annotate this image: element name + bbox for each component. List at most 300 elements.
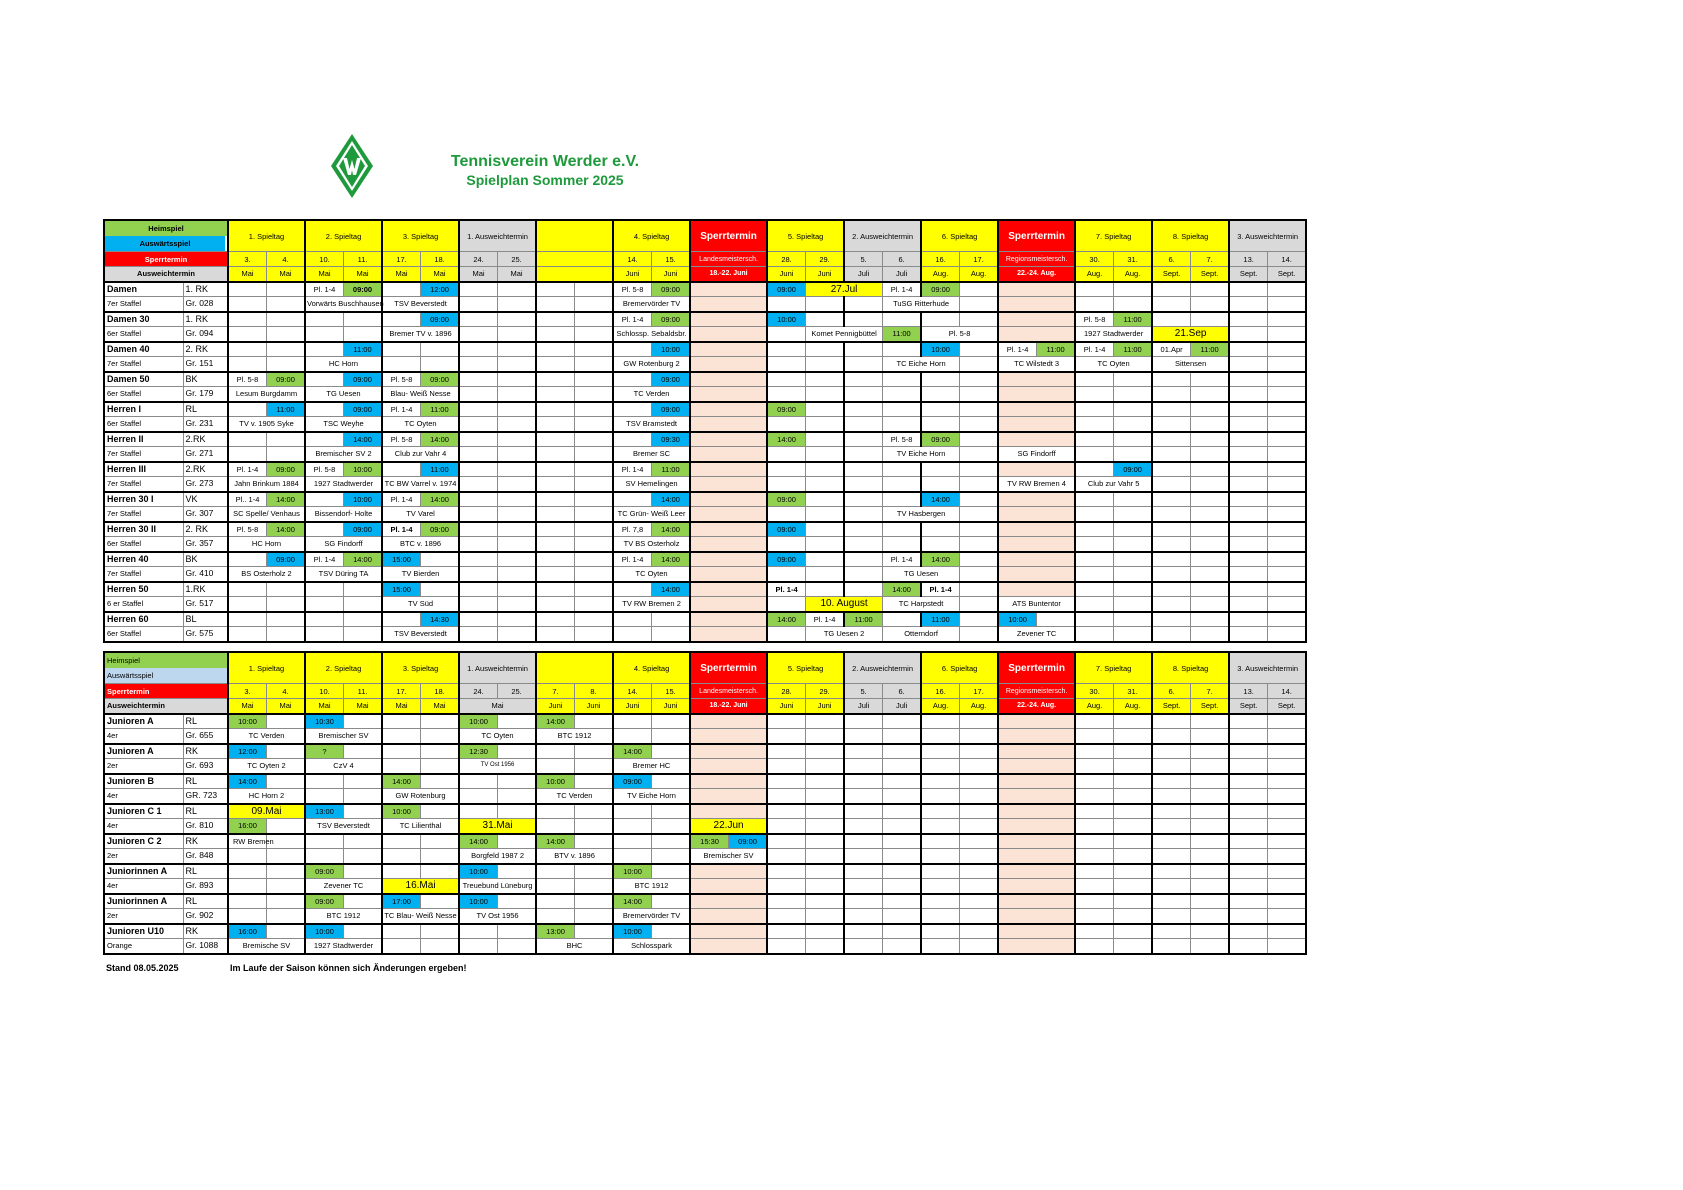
empty-cell [575,402,614,417]
empty-cell [960,909,999,924]
empty-cell [652,714,691,729]
day-cell: 4. [267,684,306,699]
empty-cell [1114,552,1153,567]
month-cell: Mai [344,267,383,282]
empty-cell [536,492,575,507]
team-level: RK [183,744,228,759]
empty-cell [921,744,960,759]
empty-cell [498,582,537,597]
team-level: RL [183,402,228,417]
matchday-header: 2. Ausweichtermin [844,220,921,252]
empty-cell [421,939,460,954]
empty-cell [536,342,575,357]
empty-cell [344,714,383,729]
team-staffel: 7er Staffel [104,567,183,582]
month-cell: Aug. [1114,267,1153,282]
opponent-cell: TC Oyten 2 [228,759,305,774]
empty-cell [960,387,999,402]
day-cell: 17. [960,684,999,699]
empty-cell [498,387,537,402]
empty-cell [767,819,806,834]
blocked-cell [690,417,767,432]
empty-cell [459,297,498,312]
team-level: BK [183,372,228,387]
team-staffel: 4er [104,789,183,804]
legend-home: Heimspiel [105,221,227,236]
month-cell: Juni [536,699,575,714]
team-level: BK [183,552,228,567]
empty-cell [1152,744,1191,759]
day-cell: 14. [613,252,652,267]
away-match-cell: 09:00 [1114,462,1153,477]
empty-cell [1191,462,1230,477]
empty-cell [806,312,845,327]
empty-cell [305,492,344,507]
opponent-cell: Borgfeld 1987 2 [459,849,536,864]
empty-cell [960,729,999,744]
empty-cell [382,714,421,729]
month-cell: Juli [844,267,883,282]
empty-cell [844,462,883,477]
placement-cell: RW Bremen [228,834,267,849]
sperr-event: Landesmeistersch. [690,684,767,699]
empty-cell [844,357,883,372]
legend-away: Auswärtsspiel [105,668,227,683]
empty-cell [844,879,883,894]
away-match-cell: 16:00 [228,924,267,939]
empty-cell [459,447,498,462]
empty-cell [228,849,267,864]
empty-cell [1114,879,1153,894]
empty-cell [1268,879,1307,894]
blocked-cell [998,282,1075,297]
team-group: Gr. 1088 [183,939,228,954]
empty-cell [960,924,999,939]
empty-cell [767,864,806,879]
empty-cell [960,894,999,909]
empty-cell [767,714,806,729]
empty-cell [1152,627,1191,642]
home-match-cell: 14:00 [921,552,960,567]
empty-cell [613,849,652,864]
empty-cell [421,582,460,597]
empty-cell [575,492,614,507]
empty-cell [613,402,652,417]
empty-cell [1268,759,1307,774]
empty-cell [1268,909,1307,924]
blocked-cell [690,432,767,447]
empty-cell [844,567,883,582]
empty-cell [1191,894,1230,909]
empty-cell [498,507,537,522]
empty-cell [421,744,460,759]
empty-cell [883,774,922,789]
empty-cell [575,759,614,774]
empty-cell [536,282,575,297]
empty-cell [767,744,806,759]
opponent-cell: TV v. 1905 Syke [228,417,305,432]
empty-cell [575,522,614,537]
empty-cell [806,372,845,387]
opponent-cell: BTC v. 1896 [382,537,459,552]
empty-cell [883,924,922,939]
empty-cell [844,582,883,597]
blocked-cell [690,552,767,567]
empty-cell [1152,447,1191,462]
blocked-cell [690,924,767,939]
day-cell: 5. [844,252,883,267]
away-match-cell: 10:00 [652,342,691,357]
empty-cell [1152,774,1191,789]
empty-cell [921,804,960,819]
empty-cell [1191,477,1230,492]
empty-cell [883,834,922,849]
empty-cell [305,402,344,417]
empty-cell [228,879,267,894]
empty-cell [536,744,575,759]
empty-cell [921,714,960,729]
placement-cell: Pl. 5-8 [228,372,267,387]
empty-cell [1075,297,1114,312]
empty-cell [267,297,306,312]
empty-cell [498,402,537,417]
opponent-cell: GW Rotenburg 2 [613,357,690,372]
empty-cell [806,924,845,939]
blocked-cell [690,447,767,462]
empty-cell [1075,627,1114,642]
team-level: 1.RK [183,582,228,597]
empty-cell [806,744,845,759]
empty-cell [1191,774,1230,789]
blocked-cell [998,372,1075,387]
month-cell: Mai [382,699,421,714]
team-staffel: 2er [104,909,183,924]
month-cell: Mai [459,699,536,714]
empty-cell [228,327,267,342]
empty-cell [305,849,344,864]
opponent-cell: Treuebund Lüneburg [459,879,536,894]
empty-cell [421,834,460,849]
empty-cell [960,462,999,477]
empty-cell [806,462,845,477]
opponent-cell: TV Eiche Horn [883,447,960,462]
empty-cell [267,357,306,372]
day-cell: 6. [1152,684,1191,699]
empty-cell [228,297,267,312]
team-group: Gr. 848 [183,849,228,864]
empty-cell [344,894,383,909]
empty-cell [421,342,460,357]
empty-cell [1075,759,1114,774]
empty-cell [652,864,691,879]
empty-cell [921,462,960,477]
empty-cell [883,909,922,924]
empty-cell [767,327,806,342]
empty-cell [1229,477,1268,492]
month-cell: Mai [305,267,344,282]
opponent-cell: TSV Beverstedt [382,627,459,642]
blocked-cell [998,864,1075,879]
blocked-cell [690,402,767,417]
empty-cell [1152,597,1191,612]
empty-cell [267,774,306,789]
empty-cell [344,804,383,819]
empty-cell [498,939,537,954]
empty-cell [883,312,922,327]
month-cell: Aug. [1075,267,1114,282]
home-match-cell: 14:00 [421,492,460,507]
empty-cell [960,879,999,894]
empty-cell [1075,372,1114,387]
empty-cell [844,372,883,387]
team-name: Juniorinnen A [104,894,183,909]
day-cell: 17. [382,252,421,267]
empty-cell [960,297,999,312]
empty-cell [844,432,883,447]
empty-cell [883,537,922,552]
sperr-date: 22.-24. Aug. [998,699,1075,714]
empty-cell [613,372,652,387]
empty-cell [1152,582,1191,597]
blocked-cell [690,864,767,879]
empty-cell [536,759,575,774]
home-match-cell: 11:00 [1114,342,1153,357]
empty-cell [806,849,845,864]
empty-cell [767,477,806,492]
day-cell: 16. [921,684,960,699]
opponent-cell: Lesum Burgdamm [228,387,305,402]
empty-cell [1152,729,1191,744]
empty-cell [382,462,421,477]
home-match-cell: 14:00 [536,834,575,849]
blocked-cell [690,789,767,804]
home-match-cell: 14:00 [767,432,806,447]
empty-cell [613,834,652,849]
empty-cell [1152,924,1191,939]
rescheduled-date-cell: 10. August [806,597,883,612]
empty-cell [767,627,806,642]
day-cell: 10. [305,252,344,267]
empty-cell [1075,567,1114,582]
empty-cell [459,492,498,507]
home-match-cell: 09:00 [652,312,691,327]
empty-cell [844,729,883,744]
away-match-cell: 14:00 [344,432,383,447]
away-match-cell: 09:00 [421,312,460,327]
matchday-header: Sperrtermin [690,652,767,684]
empty-cell [652,894,691,909]
empty-cell [1191,909,1230,924]
team-level: RL [183,804,228,819]
empty-cell [228,909,267,924]
home-match-cell: 14:00 [652,552,691,567]
empty-cell [960,834,999,849]
team-name: Junioren A [104,714,183,729]
team-staffel: 7er Staffel [104,447,183,462]
home-match-cell: 14:00 [267,492,306,507]
team-staffel: 6er Staffel [104,417,183,432]
empty-cell [267,312,306,327]
month-cell: Mai [459,267,498,282]
blocked-cell [998,507,1075,522]
empty-cell [921,849,960,864]
empty-cell [1191,537,1230,552]
empty-cell [1152,909,1191,924]
empty-cell [498,297,537,312]
empty-cell [228,627,267,642]
empty-cell [806,477,845,492]
empty-cell [1268,522,1307,537]
empty-cell [844,759,883,774]
empty-cell [575,357,614,372]
empty-cell [1229,714,1268,729]
empty-cell [806,939,845,954]
empty-cell [1114,939,1153,954]
home-match-cell: 10:00 [613,864,652,879]
opponent-cell: Blau- Weiß Nesse [382,387,459,402]
home-match-cell: 13:00 [536,924,575,939]
away-match-cell: 10:00 [767,312,806,327]
empty-cell [1268,819,1307,834]
day-cell: 5. [844,684,883,699]
empty-cell [1075,714,1114,729]
placement-cell: Pl. 5-8 [228,522,267,537]
empty-cell [844,312,883,327]
empty-cell [536,864,575,879]
empty-cell [1114,759,1153,774]
team-staffel: 6 er Staffel [104,597,183,612]
month-cell: Juni [806,267,845,282]
juniors-schedule-table [103,651,1307,955]
month-cell: Juni [806,699,845,714]
empty-cell [305,627,344,642]
empty-cell [844,477,883,492]
team-staffel: 2er [104,849,183,864]
placement-cell: Pl. 1-4 [998,342,1037,357]
blocked-cell [998,744,1075,759]
day-cell: 31. [1114,252,1153,267]
empty-cell [1114,819,1153,834]
empty-cell [1114,612,1153,627]
empty-cell [844,714,883,729]
empty-cell [1229,432,1268,447]
day-cell: 16. [921,252,960,267]
opponent-cell: TC Oyten [613,567,690,582]
empty-cell [267,879,306,894]
away-match-cell: 17:00 [382,894,421,909]
empty-cell [1229,567,1268,582]
empty-cell [536,597,575,612]
empty-cell [575,864,614,879]
opponent-cell: Zevener TC [305,879,382,894]
empty-cell [806,894,845,909]
empty-cell [652,804,691,819]
change-note: Im Laufe der Saison können sich Änderungen ergeben! [230,963,467,973]
empty-cell [344,924,383,939]
day-cell: 31. [1114,684,1153,699]
opponent-cell: GW Rotenburg [382,789,459,804]
team-group: Gr. 575 [183,627,228,642]
empty-cell [1114,402,1153,417]
team-level: RK [183,924,228,939]
empty-cell [921,894,960,909]
empty-cell [921,819,960,834]
empty-cell [652,834,691,849]
empty-cell [883,819,922,834]
empty-cell [1191,714,1230,729]
empty-cell [1191,924,1230,939]
empty-cell [1268,774,1307,789]
empty-cell [652,924,691,939]
empty-cell [498,894,537,909]
empty-cell [1268,357,1307,372]
team-group: Gr. 231 [183,417,228,432]
empty-cell [921,759,960,774]
empty-cell [344,327,383,342]
empty-cell [498,312,537,327]
empty-cell [883,612,922,627]
empty-cell [344,612,383,627]
empty-cell [1229,552,1268,567]
empty-cell [1268,312,1307,327]
team-group: Gr. 410 [183,567,228,582]
empty-cell [498,834,537,849]
team-group: Gr. 273 [183,477,228,492]
empty-cell [1075,744,1114,759]
empty-cell [575,297,614,312]
page-title: Tennisverein Werder e.V. [450,153,640,170]
empty-cell [1268,327,1307,342]
empty-cell [1229,597,1268,612]
empty-cell [1152,759,1191,774]
empty-cell [459,939,498,954]
empty-cell [1191,834,1230,849]
empty-cell [960,402,999,417]
empty-cell [1114,447,1153,462]
empty-cell [767,447,806,462]
blocked-cell [690,567,767,582]
empty-cell [459,627,498,642]
month-cell: Sept. [1152,699,1191,714]
blocked-cell [690,627,767,642]
day-cell: 28. [767,252,806,267]
empty-cell [1152,789,1191,804]
empty-cell [305,582,344,597]
placement-cell: Pl. 1-4 [883,552,922,567]
home-match-cell: 09:00 [767,402,806,417]
empty-cell [575,432,614,447]
matchday-header: Sperrtermin [998,220,1075,252]
empty-cell [1075,939,1114,954]
month-cell: Mai [228,267,267,282]
month-cell: Mai [421,267,460,282]
blocked-cell [690,357,767,372]
empty-cell [459,612,498,627]
empty-cell [1075,522,1114,537]
empty-cell [767,387,806,402]
opponent-cell: Sittensen [1152,357,1229,372]
blocked-cell [690,537,767,552]
empty-cell [575,819,614,834]
empty-cell [305,342,344,357]
seniors-schedule-table [103,219,1307,643]
empty-cell [1191,522,1230,537]
empty-cell [1114,729,1153,744]
empty-cell [1229,357,1268,372]
away-match-cell: 10:00 [459,894,498,909]
empty-cell [575,447,614,462]
day-cell: 6. [1152,252,1191,267]
